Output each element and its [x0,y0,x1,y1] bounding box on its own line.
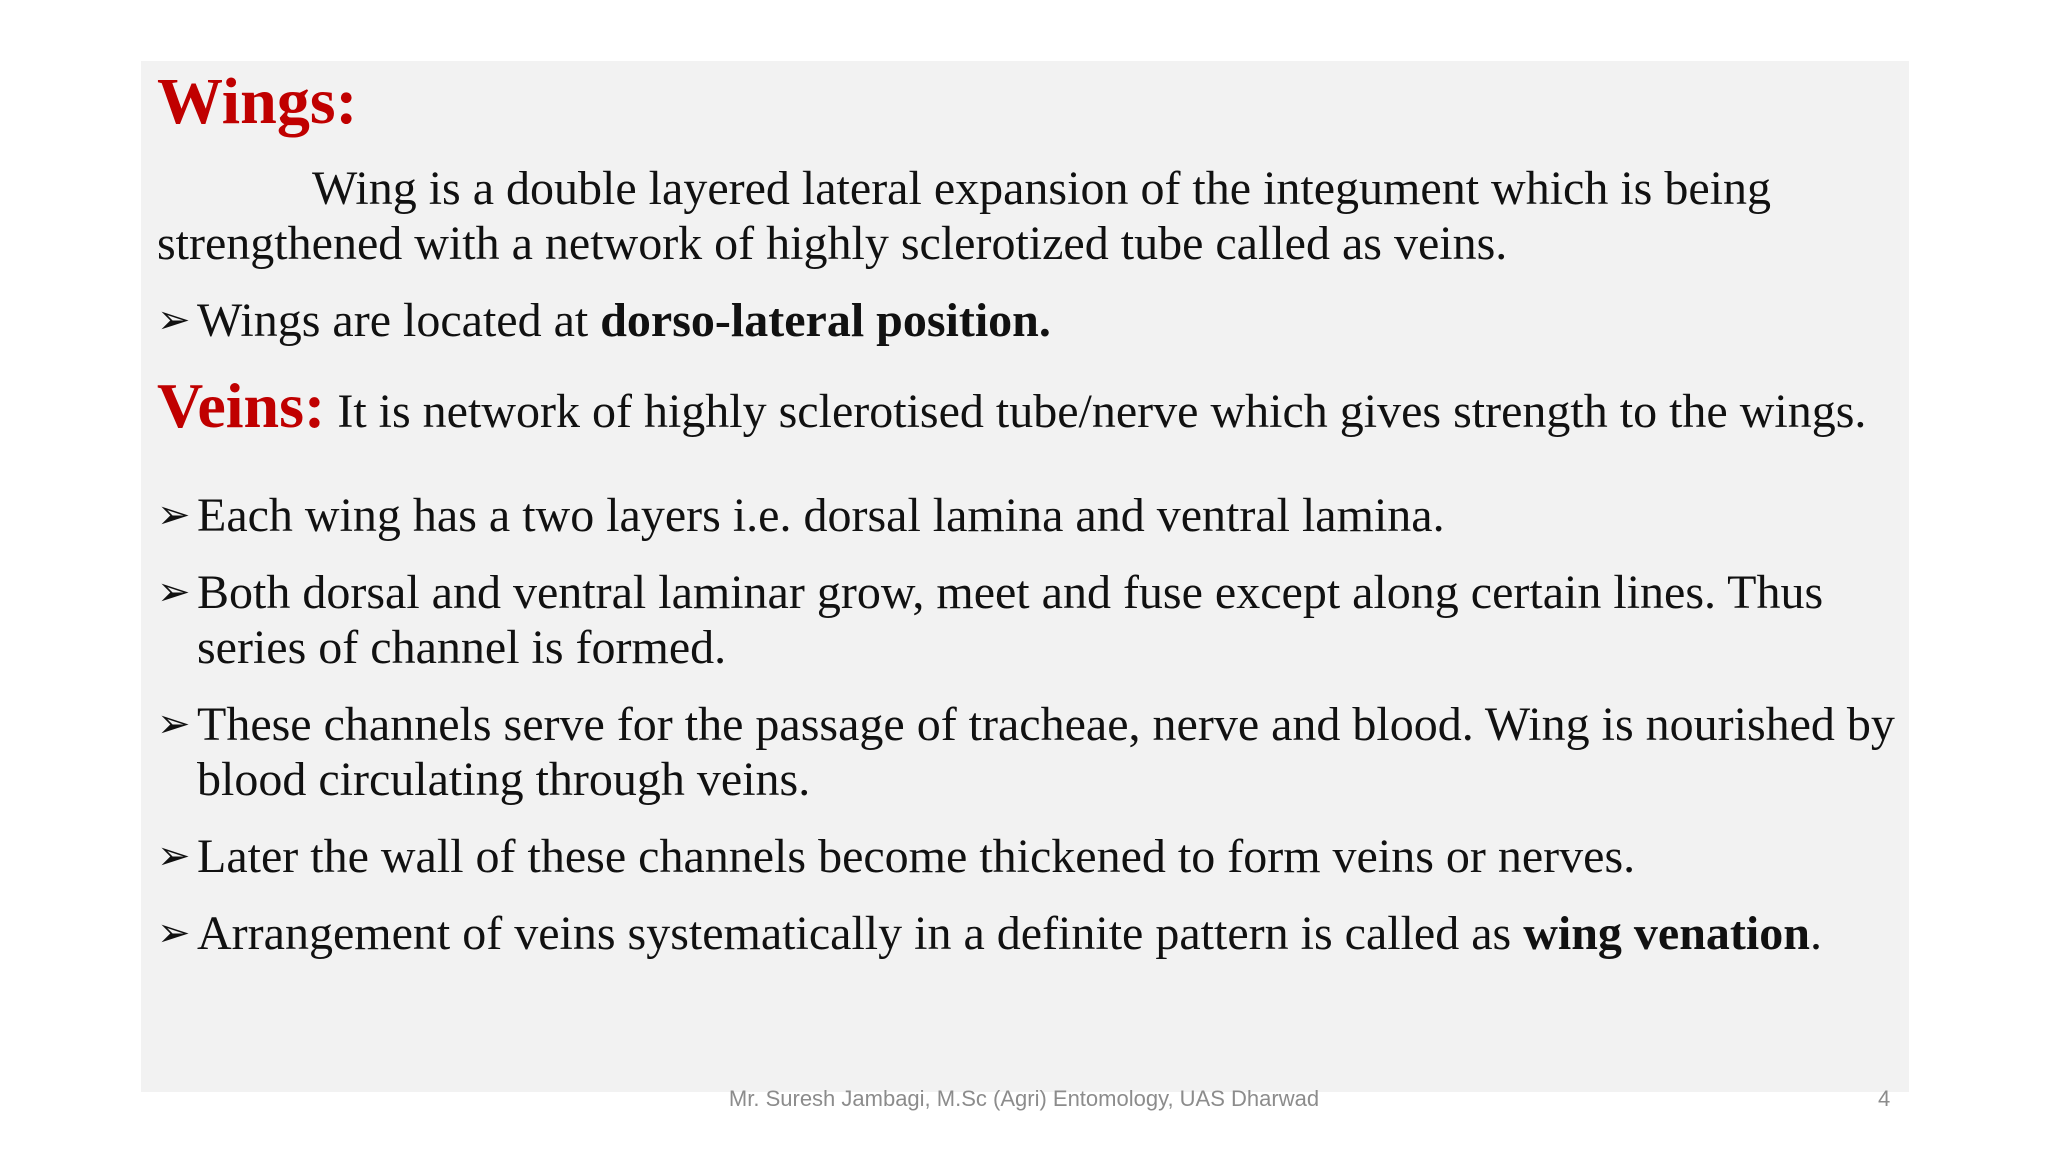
veins-heading: Veins: [157,370,326,441]
wings-location-bold: dorso-lateral position. [600,294,1051,347]
wings-heading: Wings: [157,65,358,138]
wings-definition: Wing is a double layered lateral expansion of the integument which is being strengthened with a network of highly sclerotized tube called as veins. [157,162,1771,270]
bullet-item [157,697,1897,807]
bullet-item [157,488,1897,543]
bullet-item [157,829,1897,884]
bullet-text: Both dorsal and ventral laminar grow, meet and fuse except along certain lines. Thus series of channel is formed. [197,566,1824,674]
slide-footer: Mr. Suresh Jambagi, M.Sc (Agri) Entomology, UAS Dharwad [728,1086,1320,1111]
slide-body [157,65,1897,961]
arrow-bullet-icon: ➢ [157,569,191,615]
arrow-bullet-icon: ➢ [157,701,191,747]
arrow-bullet-icon: ➢ [157,833,191,879]
arrow-bullet-icon: ➢ [157,297,191,343]
bullet-wings-location [157,293,1897,348]
wing-venation-suffix: . [1809,907,1822,960]
page-number: 4 [1878,1086,1891,1111]
wing-venation-bold: wing venation [1523,907,1810,960]
slide-content [141,61,1909,1092]
wing-venation-text: Arrangement of veins systematically in a definite pattern is called as [197,907,1524,960]
arrow-bullet-icon: ➢ [157,492,191,538]
bullet-text: Each wing has a two layers i.e. dorsal lamina and ventral lamina. [197,489,1445,542]
arrow-bullet-icon: ➢ [157,910,191,956]
bullet-text: These channels serve for the passage of tracheae, nerve and blood. Wing is nourished by blood circulating through veins. [197,698,1895,806]
wings-location-text: Wings are located at [197,294,601,347]
veins-definition: It is network of highly sclerotised tube/nerve which gives strength to the wings. [325,385,1867,438]
bullet-item [157,565,1897,675]
bullet-wing-venation [157,906,1897,961]
bullet-text: Later the wall of these channels become thickened to form veins or nerves. [197,830,1636,883]
veins-definition-line [157,370,1897,441]
